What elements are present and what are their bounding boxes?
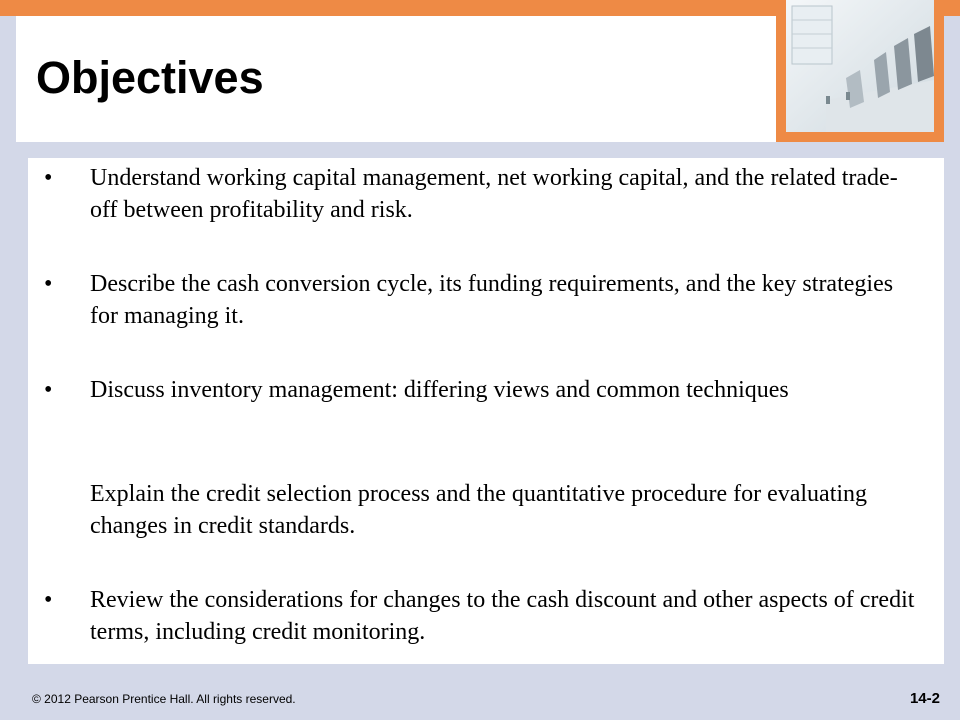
content-panel bbox=[28, 158, 944, 664]
list-item bbox=[28, 478, 944, 542]
bullet-text: Review the considerations for changes to the cash discount and other aspects of credit terms, including credit monitoring. bbox=[90, 587, 915, 645]
conference-room-image bbox=[786, 0, 934, 142]
footer-copyright: © 2012 Pearson Prentice Hall. All rights reserved. bbox=[32, 692, 296, 706]
bullet-marker: • bbox=[44, 271, 53, 297]
slide-title: Objectives bbox=[36, 52, 264, 103]
bullet-text: Discuss inventory management: differing views and common techniques bbox=[90, 377, 789, 403]
bullet-marker: • bbox=[44, 165, 53, 191]
bullet-marker: • bbox=[44, 587, 53, 613]
list-item bbox=[28, 584, 944, 648]
bullet-text: Describe the cash conversion cycle, its funding requirements, and the key strategies for managing it. bbox=[90, 271, 894, 329]
header-photo-conference-room bbox=[776, 0, 944, 142]
list-item bbox=[28, 268, 944, 332]
bullet-text: Understand working capital management, net working capital, and the related trade-off between profitability and risk. bbox=[90, 165, 898, 223]
slide-page-number: 14-2 bbox=[909, 690, 940, 707]
list-item bbox=[28, 374, 809, 406]
list-item bbox=[28, 162, 944, 226]
bullet-text: Explain the credit selection process and the quantitative procedure for evaluating changes in credit standards. bbox=[90, 481, 868, 539]
bullet-marker: • bbox=[44, 377, 53, 403]
